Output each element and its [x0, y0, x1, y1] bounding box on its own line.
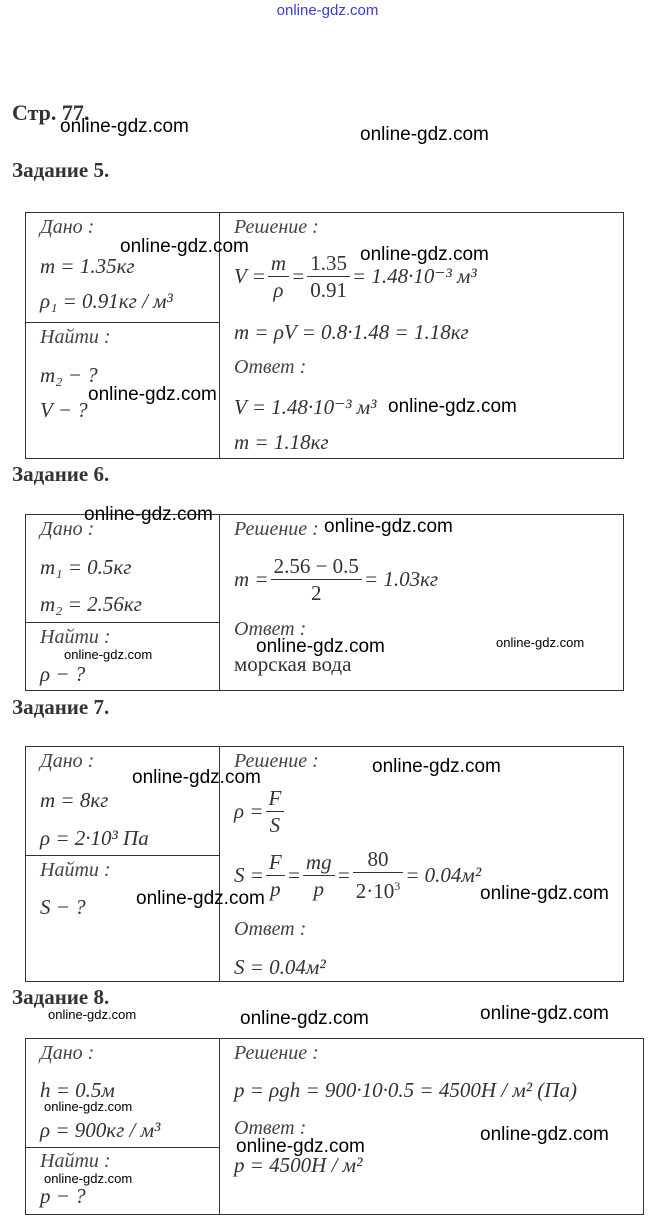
task-5-given-density: ρ₁ = 0.91кг / м³ [40, 289, 173, 313]
task-6-solution-formula: m = $\frac{2.56 - 0.5}{2}$ = 1.03кг [234, 554, 439, 605]
task-8-answer-pressure: p = 4500Н / м² [234, 1153, 363, 1177]
task-7-answer-label: Ответ : [234, 918, 307, 940]
task-8-given-density: ρ = 900кг / м³ [40, 1118, 161, 1142]
watermark: online-gdz.com [388, 396, 517, 417]
task-7-find-area: S − ? [40, 895, 86, 919]
task-7-answer-area: S = 0.04м² [234, 955, 326, 979]
task-8-title: Задание 8. [12, 985, 110, 1009]
task-6-find-label: Найти : [40, 626, 111, 648]
task-5-answer-volume: V = 1.48·10⁻³ м³ [234, 395, 377, 419]
task-5-find-label: Найти : [40, 326, 111, 348]
watermark: online-gdz.com [136, 888, 265, 909]
task-6-find-density: ρ − ? [40, 662, 86, 686]
watermark: online-gdz.com [360, 124, 489, 145]
task-5-title: Задание 5. [12, 158, 110, 182]
task-6-solution-label: Решение : [234, 518, 319, 540]
page-header: Стр. 77. [12, 100, 90, 125]
watermark: online-gdz.com [60, 116, 189, 137]
task-6-answer-text: морская вода [234, 652, 352, 676]
task-8-solution-formula: p = ρgh = 900·10·0.5 = 4500Н / м² (Па) [234, 1078, 577, 1102]
watermark: online-gdz.com [44, 1099, 133, 1114]
task-7-solution-label: Решение : [234, 750, 319, 772]
watermark: online-gdz.com [496, 635, 585, 650]
task-6-given-mass-2: m₂ = 2.56кг [40, 592, 142, 616]
task-5-given-mass: m = 1.35кг [40, 254, 135, 278]
task-7-given-label: Дано : [40, 750, 95, 772]
watermark: online-gdz.com [120, 236, 249, 257]
task-8-given-height: h = 0.5м [40, 1078, 115, 1102]
watermark: online-gdz.com [48, 1007, 137, 1022]
task-6-answer-label: Ответ : [234, 618, 307, 640]
watermark: online-gdz.com [360, 244, 489, 265]
task-5-find-mass: m₂ − ? [40, 363, 98, 387]
task-5-solution-label: Решение : [234, 216, 319, 238]
task-8-answer-label: Ответ : [234, 1117, 307, 1139]
task-5-answer-mass: m = 1.18кг [234, 430, 329, 454]
watermark: online-gdz.com [372, 756, 501, 777]
watermark: online-gdz.com [84, 504, 213, 525]
task-7-given-mass: m = 8кг [40, 788, 109, 812]
task-7-given-pressure: ρ = 2·10³ Па [40, 826, 149, 850]
task-5-solution-formula: V = $\frac{m}{\rho}$ = $\frac{1.35}{0.91}$ = 1.48·10⁻³ м³ [234, 251, 477, 302]
watermark: online-gdz.com [132, 767, 261, 788]
watermark: online-gdz.com [240, 1008, 369, 1029]
watermark: online-gdz.com [88, 384, 217, 405]
task-5-given-label: Дано : [40, 216, 95, 238]
task-7-solution-area-formula: S = $\frac{F}{p}$ = $\frac{mg}{p}$ = $\frac{80}{2\cdot 10^3}$ = 0.04м² [234, 847, 482, 903]
watermark: online-gdz.com [44, 1171, 133, 1186]
task-8-find-pressure: p − ? [40, 1184, 86, 1208]
task-6-title: Задание 6. [12, 462, 110, 486]
task-7-find-label: Найти : [40, 859, 111, 881]
watermark: online-gdz.com [480, 1124, 609, 1145]
watermark: online-gdz.com [324, 516, 453, 537]
task-5-solution-mass: m = ρV = 0.8·1.48 = 1.18кг [234, 320, 469, 344]
watermark: online-gdz.com [64, 647, 153, 662]
watermark: online-gdz.com [236, 1136, 365, 1157]
task-7-title: Задание 7. [12, 695, 110, 719]
task-8-given-label: Дано : [40, 1042, 95, 1064]
site-link[interactable]: online-gdz.com [276, 2, 379, 19]
task-7-solution-pressure-formula: ρ = $\frac{F}{S}$ [234, 785, 286, 838]
task-8-find-label: Найти : [40, 1150, 111, 1172]
watermark: online-gdz.com [256, 636, 385, 657]
watermark: online-gdz.com [480, 883, 609, 904]
task-6-given-label: Дано : [40, 518, 95, 540]
task-5-answer-label: Ответ : [234, 356, 307, 378]
task-6-given-mass-1: m₁ = 0.5кг [40, 555, 132, 579]
task-5-find-volume: V − ? [40, 398, 88, 422]
task-8-solution-label: Решение : [234, 1042, 319, 1064]
watermark: online-gdz.com [480, 1003, 609, 1024]
